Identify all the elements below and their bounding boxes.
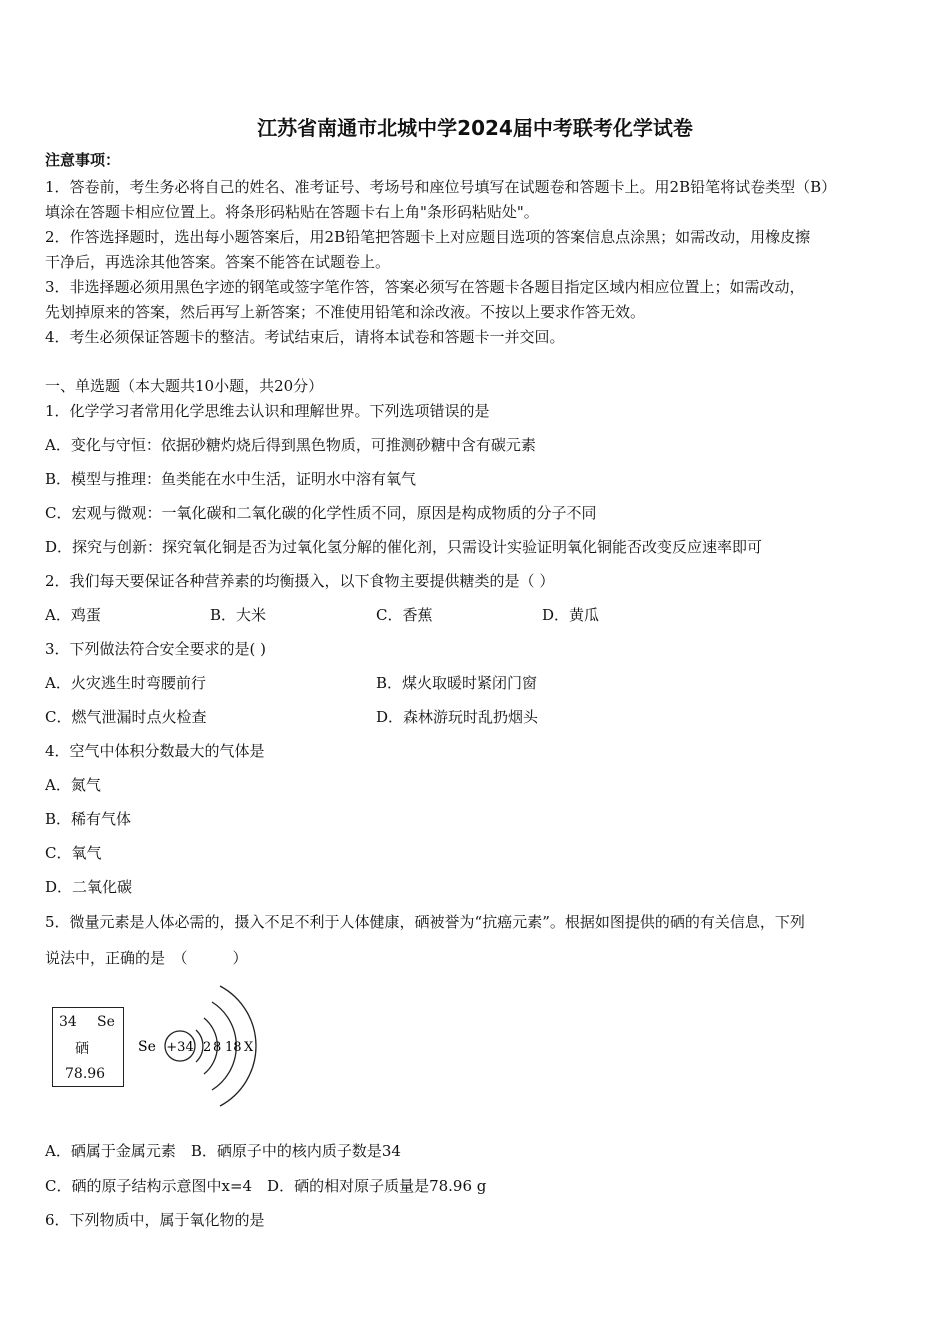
notice-line: 3．非选择题必须用黑色字迹的钢笔或签字笔作答，答案必须写在答题卡各题目指定区域内相应位置上；如需改动， bbox=[45, 278, 805, 296]
q5-options-ab: A．硒属于金属元素 B．硒原子中的核内质子数是34 bbox=[45, 1142, 401, 1160]
q5-stem-line1: 5．微量元素是人体必需的，摄入不足不利于人体健康，硒被誉为“抗癌元素”。根据如图提供的硒的有关信息，下列 bbox=[45, 913, 805, 931]
atom-symbol: Se bbox=[138, 1039, 156, 1055]
nucleus-charge: +34 bbox=[166, 1040, 194, 1055]
notice-line: 4．考生必须保证答题卡的整洁。考试结束后，请将本试卷和答题卡一并交回。 bbox=[45, 328, 565, 346]
atomic-mass: 78.96 bbox=[65, 1066, 106, 1082]
q2-stem: 2．我们每天要保证各种营养素的均衡摄入，以下食物主要提供糖类的是（ ） bbox=[45, 572, 555, 590]
page-title: 江苏省南通市北城中学2024届中考联考化学试卷 bbox=[257, 116, 693, 140]
q3-stem: 3．下列做法符合安全要求的是( ) bbox=[45, 640, 267, 658]
q1-option-d: D．探究与创新：探究氧化铜是否为过氧化氢分解的催化剂，只需设计实验证明氧化铜能否改变反应速率即可 bbox=[45, 538, 763, 556]
q3-option-a: A．火灾逃生时弯腰前行 bbox=[45, 674, 206, 692]
notice-line: 1．答卷前，考生务必将自己的姓名、准考证号、考场号和座位号填写在试题卷和答题卡上。用2B铅笔将试卷类型（B） bbox=[45, 178, 837, 196]
notice-line: 2．作答选择题时，选出每小题答案后，用2B铅笔把答题卡上对应题目选项的答案信息点涂黑；如需改动，用橡皮擦 bbox=[45, 228, 811, 246]
q1-option-a: A．变化与守恒：依据砂糖灼烧后得到黑色物质，可推测砂糖中含有碳元素 bbox=[45, 436, 536, 454]
q4-option-c: C．氧气 bbox=[45, 844, 102, 862]
q2-option-d: D．黄瓜 bbox=[542, 606, 600, 624]
q2-option-b: B．大米 bbox=[210, 606, 267, 624]
element-name: 硒 bbox=[75, 1041, 89, 1057]
shell-count-1: 2 bbox=[203, 1040, 212, 1055]
q4-option-b: B．稀有气体 bbox=[45, 810, 132, 828]
section-heading: 一、单选题（本大题共10小题，共20分） bbox=[45, 377, 324, 395]
notice-line: 干净后，再选涂其他答案。答案不能答在试题卷上。 bbox=[45, 253, 391, 271]
q5-stem-line2: 说法中，正确的是 （ ） bbox=[45, 949, 248, 967]
notice-heading: 注意事项： bbox=[45, 151, 121, 169]
notice-line: 填涂在答题卡相应位置上。将条形码粘贴在答题卡右上角"条形码粘贴处"。 bbox=[45, 203, 539, 221]
q2-option-a: A．鸡蛋 bbox=[45, 606, 101, 624]
notice-line: 先划掉原来的答案，然后再写上新答案；不准使用铅笔和涂改液。不按以上要求作答无效。 bbox=[45, 303, 646, 321]
shell-count-4: X bbox=[244, 1040, 254, 1055]
q6-stem: 6．下列物质中，属于氧化物的是 bbox=[45, 1211, 265, 1229]
q3-option-b: B．煤火取暖时紧闭门窗 bbox=[376, 674, 538, 692]
q4-stem: 4．空气中体积分数最大的气体是 bbox=[45, 742, 265, 760]
atomic-number: 34 bbox=[59, 1014, 77, 1030]
shell-count-2: 8 bbox=[213, 1040, 222, 1055]
q1-option-c: C．宏观与微观：一氧化碳和二氧化碳的化学性质不同，原因是构成物质的分子不同 bbox=[45, 504, 597, 522]
electron-shell-1 bbox=[196, 1030, 203, 1062]
q3-option-c: C．燃气泄漏时点火检查 bbox=[45, 708, 207, 726]
element-card bbox=[52, 1007, 124, 1087]
q4-option-d: D．二氧化碳 bbox=[45, 878, 133, 896]
q3-option-d: D．森林游玩时乱扔烟头 bbox=[376, 708, 539, 726]
q2-option-c: C．香蕉 bbox=[376, 606, 433, 624]
q4-option-a: A．氮气 bbox=[45, 776, 101, 794]
element-symbol: Se bbox=[97, 1014, 115, 1030]
q1-stem: 1．化学学习者常用化学思维去认识和理解世界。下列选项错误的是 bbox=[45, 402, 490, 420]
shell-count-3: 18 bbox=[225, 1040, 242, 1055]
q5-options-cd: C．硒的原子结构示意图中x=4 D．硒的相对原子质量是78.96 g bbox=[45, 1177, 487, 1195]
q1-option-b: B．模型与推理：鱼类能在水中生活，证明水中溶有氧气 bbox=[45, 470, 417, 488]
atom-structure-diagram bbox=[130, 980, 270, 1110]
